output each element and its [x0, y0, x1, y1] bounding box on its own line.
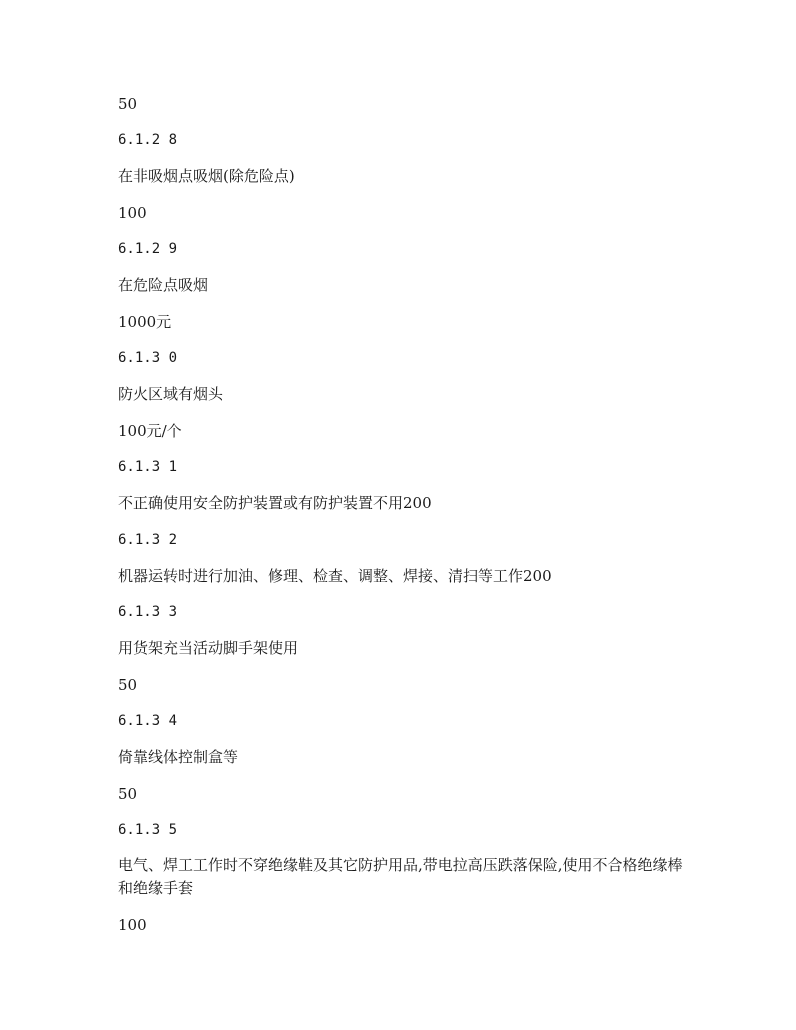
violation-text: 不正确使用安全防护装置或有防护装置不用200	[118, 494, 432, 512]
fine-amount: 100	[118, 916, 147, 934]
violation-text: 在危险点吸烟	[118, 276, 209, 294]
fine-amount: 1000元	[118, 313, 172, 331]
fine-amount: 50	[118, 676, 138, 694]
fine-amount: 50	[118, 95, 138, 113]
fine-amount: 50	[118, 785, 138, 803]
clause-number: 6.1.3 0	[118, 350, 178, 366]
violation-text: 用货架充当活动脚手架使用	[118, 639, 299, 657]
clause-number: 6.1.3 4	[118, 713, 178, 729]
clause-number: 6.1.3 3	[118, 604, 178, 620]
fine-amount: 100	[118, 204, 147, 222]
clause-number: 6.1.3 2	[118, 532, 178, 548]
violation-text: 倚靠线体控制盒等	[118, 748, 239, 766]
violation-text: 电气、焊工工作时不穿绝缘鞋及其它防护用品,带电拉高压跌落保险,使用不合格绝缘棒和绝缘手套	[118, 856, 683, 897]
violation-text: 机器运转时进行加油、修理、检查、调整、焊接、清扫等工作200	[118, 567, 552, 585]
fine-amount: 100元/个	[118, 422, 182, 440]
clause-number: 6.1.3 1	[118, 459, 178, 475]
clause-number: 6.1.3 5	[118, 822, 178, 838]
clause-number: 6.1.2 9	[118, 241, 178, 257]
violation-text: 在非吸烟点吸烟(除危险点)	[118, 167, 295, 185]
violation-text: 防火区域有烟头	[118, 385, 224, 403]
clause-number: 6.1.2 8	[118, 132, 178, 148]
